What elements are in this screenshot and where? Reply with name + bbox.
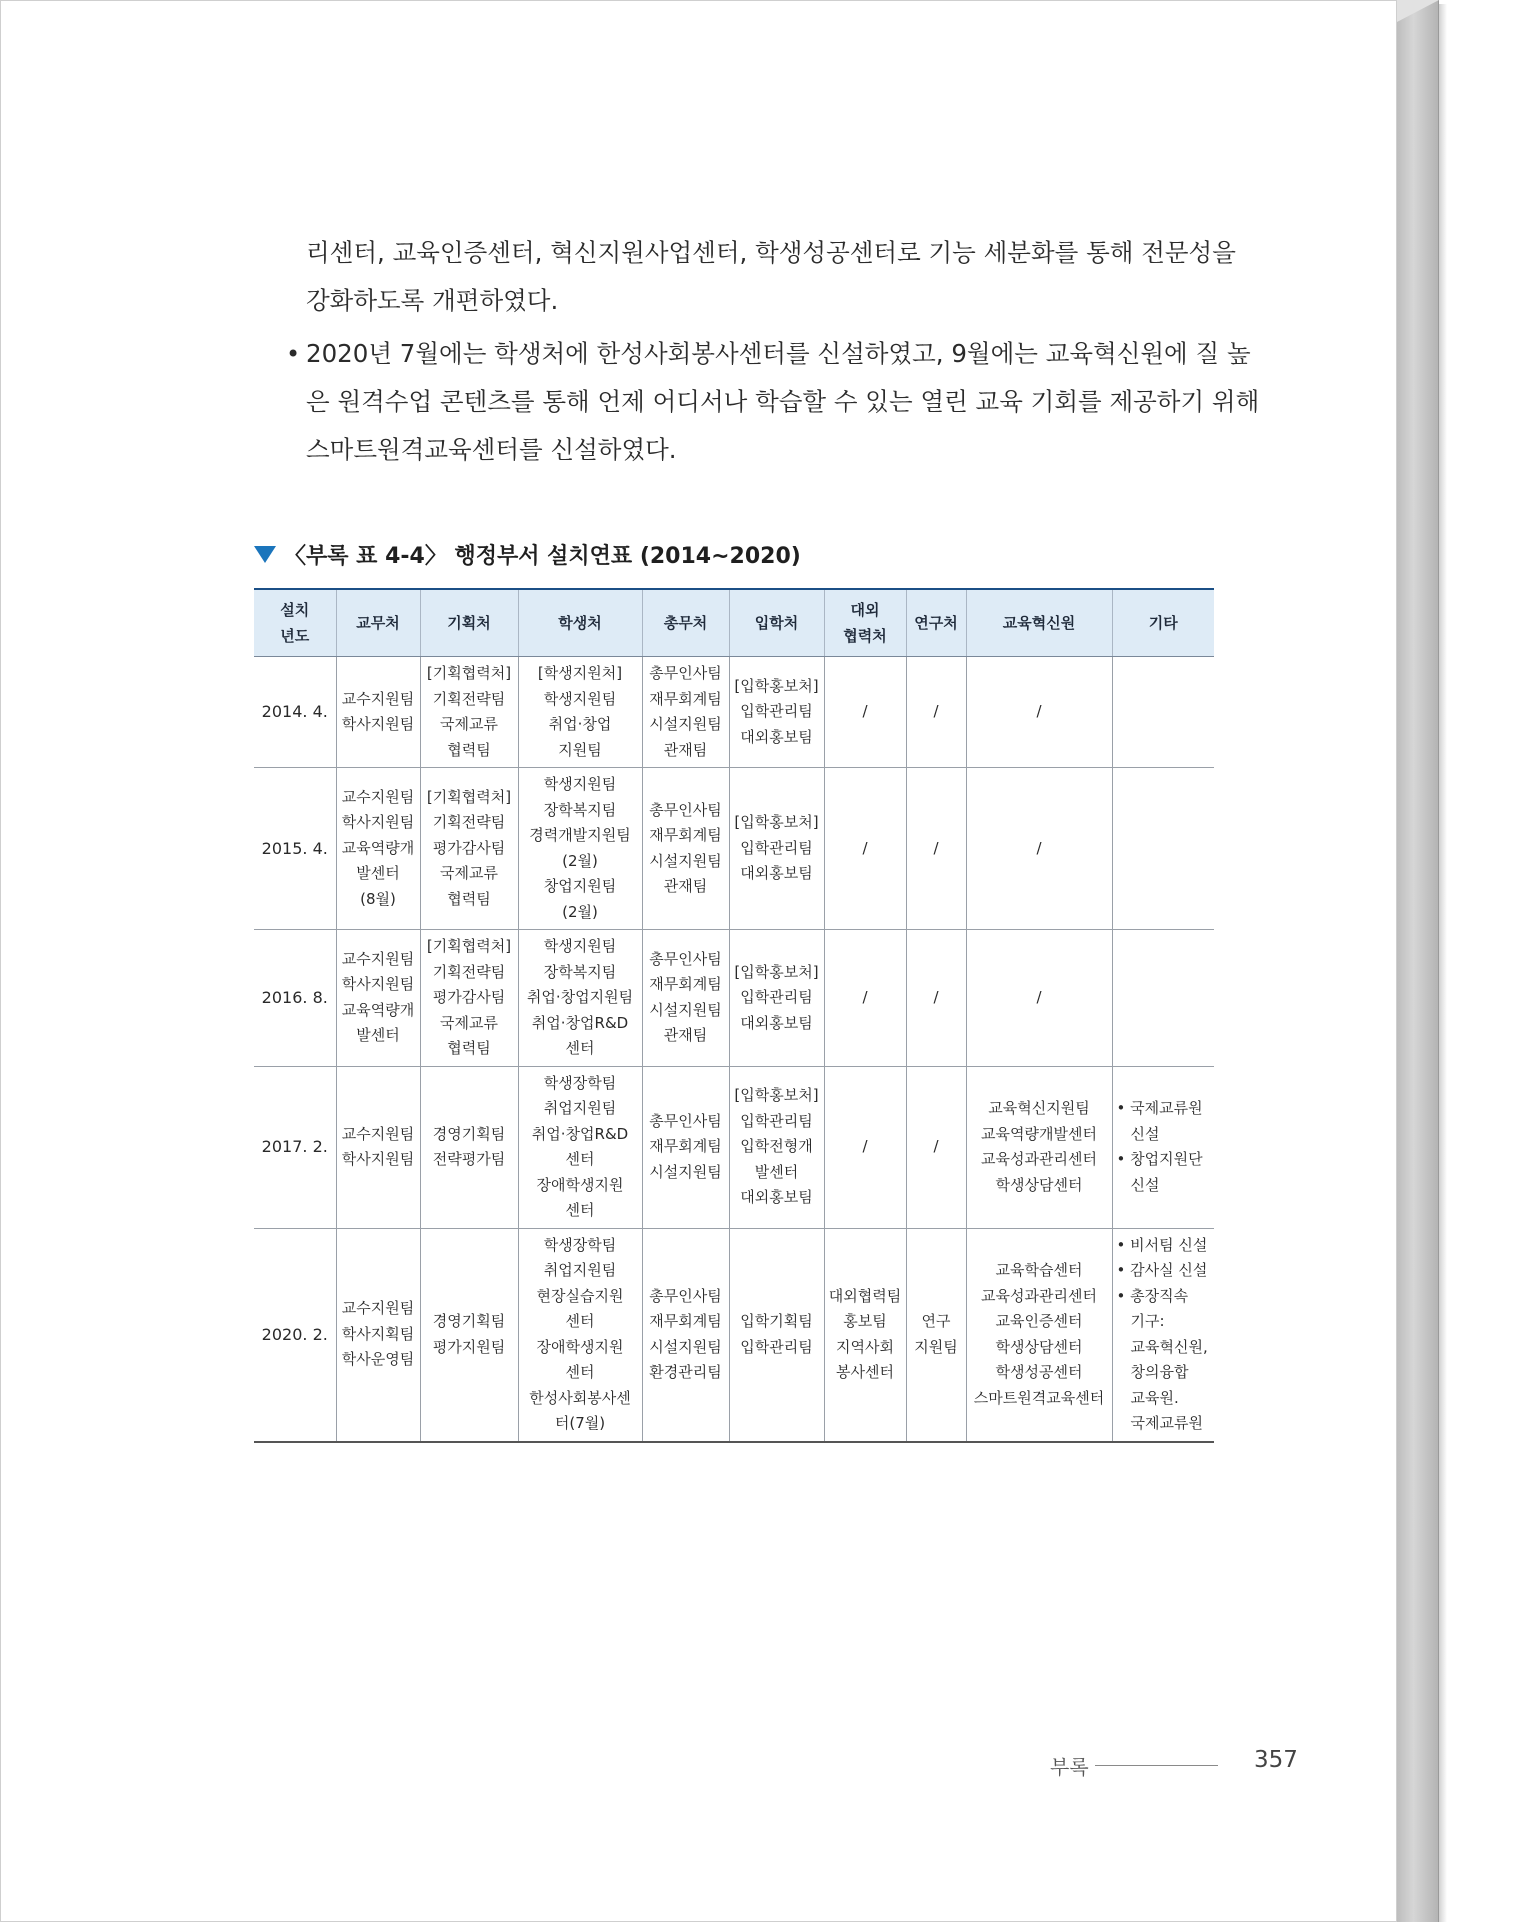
cell-text: 취업지원팀 xyxy=(543,1099,617,1117)
cell-text: 장학복지팀 xyxy=(543,962,617,981)
column-header-label: 기타 xyxy=(1148,614,1178,632)
column-header-label: 연구처 xyxy=(914,614,958,632)
cell-text: 지원팀 xyxy=(558,740,602,759)
table-cell xyxy=(336,657,420,768)
cell-text: 발센터 xyxy=(356,1026,400,1045)
column-header-label: 설치 xyxy=(280,601,310,619)
etc-note: • 총장직속 xyxy=(1116,1286,1189,1305)
table-row xyxy=(254,657,1214,768)
cell-text: [입학홍보처] xyxy=(734,1086,819,1105)
page-number: 357 xyxy=(1254,1747,1298,1773)
cell-text: / xyxy=(933,702,939,721)
column-header-label: 기획처 xyxy=(447,614,491,632)
cell-text: [입학홍보처] xyxy=(734,676,819,695)
cell-text: 취업지원팀 xyxy=(543,1261,617,1279)
table-caption-text: 〈부록 표 4-4〉 행정부서 설치연표 (2014~2020) xyxy=(284,544,801,569)
table-cell xyxy=(729,1228,824,1442)
table-cell xyxy=(966,1066,1112,1228)
cell-text: 시설지원팀 xyxy=(649,715,722,733)
etc-cell xyxy=(1112,657,1214,768)
etc-note: 기구: xyxy=(1130,1312,1165,1330)
cell-text: [기획협력처] xyxy=(426,937,512,955)
cell-text: 평가지원팀 xyxy=(432,1337,506,1356)
column-header-label: 협력처 xyxy=(843,627,887,645)
column-header xyxy=(336,589,420,657)
table-cell xyxy=(906,657,966,768)
cell-text: 한성사회봉사센 xyxy=(529,1388,631,1407)
cell-text: 센터 xyxy=(565,1201,595,1219)
cell-text: 학사지원팀 xyxy=(341,1150,415,1168)
etc-cell xyxy=(1112,930,1214,1067)
cell-text: 교수지원팀 xyxy=(341,949,415,968)
etc-note: 국제교류원 xyxy=(1130,1414,1203,1432)
cell-text: 시설지원팀 xyxy=(649,1000,722,1019)
table-cell xyxy=(518,768,642,930)
cell-text: 발센터 xyxy=(754,1162,799,1181)
cell-text: 입학전형개 xyxy=(740,1137,813,1156)
cell-text: 전략평가팀 xyxy=(432,1150,506,1168)
table-header-row xyxy=(254,589,1214,657)
table-cell xyxy=(518,930,642,1067)
etc-note: 신설 xyxy=(1130,1175,1160,1194)
cell-text: 발센터 xyxy=(356,864,400,883)
column-header-label: 년도 xyxy=(280,627,310,645)
cell-text: 입학관리팀 xyxy=(740,1111,813,1130)
cell-text: 대외홍보팀 xyxy=(740,727,813,746)
table-cell xyxy=(729,1066,824,1228)
table-cell xyxy=(642,1228,729,1442)
cell-text: 교육성과관리센터 xyxy=(981,1286,1097,1305)
column-header-label: 입학처 xyxy=(754,614,799,632)
cell-text: 취업·창업R&D xyxy=(531,1013,629,1032)
triangle-down-icon xyxy=(254,546,276,563)
year-cell: 2017. 2. xyxy=(254,1066,336,1228)
cell-text: 시설지원팀 xyxy=(649,1162,722,1181)
bullet-icon: • xyxy=(286,340,301,368)
cell-text: 학생성공센터 xyxy=(995,1363,1083,1381)
cell-text: 입학관리팀 xyxy=(740,838,813,857)
cell-text: 홍보팀 xyxy=(843,1312,887,1330)
year-cell: 2020. 2. xyxy=(254,1228,336,1442)
table-cell xyxy=(729,657,824,768)
cell-text: 재무회계팀 xyxy=(649,1312,722,1330)
cell-text: 협력팀 xyxy=(447,889,491,908)
table-cell xyxy=(642,657,729,768)
cell-text: 봉사센터 xyxy=(836,1363,894,1381)
etc-cell xyxy=(1112,1066,1214,1228)
table-cell xyxy=(966,768,1112,930)
etc-note: 교육원. xyxy=(1130,1388,1179,1407)
cell-text: 총무인사팀 xyxy=(649,664,722,682)
cell-text: 총무인사팀 xyxy=(649,1286,722,1305)
table-row xyxy=(254,930,1214,1067)
table-cell xyxy=(336,930,420,1067)
cell-text: (2월) xyxy=(562,902,598,921)
cell-text: 환경관리팀 xyxy=(649,1363,722,1381)
cell-text: 지역사회 xyxy=(836,1337,894,1356)
cell-text: 국제교류 xyxy=(440,864,498,883)
etc-cell xyxy=(1112,768,1214,930)
table-row xyxy=(254,1228,1214,1442)
cell-text: 지원팀 xyxy=(914,1337,958,1356)
column-header xyxy=(518,589,642,657)
cell-text: 창업지원팀 xyxy=(543,877,617,895)
column-header-label: 학생처 xyxy=(558,614,602,632)
footer-divider xyxy=(1095,1765,1218,1766)
cell-text: 학생장학팀 xyxy=(543,1235,617,1254)
paragraph-line: 강화하도록 개편하였다. xyxy=(306,286,559,315)
cell-text: 기획전략팀 xyxy=(432,813,506,832)
cell-text: 센터 xyxy=(565,1363,595,1381)
table-caption xyxy=(254,539,801,570)
table-row xyxy=(254,1066,1214,1228)
cell-text: 학사지원팀 xyxy=(341,975,415,994)
cell-text: [학생지원처] xyxy=(537,664,623,682)
cell-text: 학사지원팀 xyxy=(341,813,415,832)
cell-text: 관재팀 xyxy=(663,740,708,759)
table-cell xyxy=(824,930,906,1067)
cell-text: 현장실습지원 xyxy=(536,1286,624,1305)
cell-text: 장애학생지원 xyxy=(536,1337,624,1356)
table-cell xyxy=(729,768,824,930)
cell-text: 경력개발지원팀 xyxy=(529,826,631,844)
cell-text: 경영기획팀 xyxy=(432,1312,506,1330)
cell-text: / xyxy=(862,1137,868,1156)
cell-text: 교육혁신지원팀 xyxy=(988,1099,1090,1117)
table-cell xyxy=(518,1228,642,1442)
cell-text: 대외홍보팀 xyxy=(740,1013,813,1032)
cell-text: 교육역량개 xyxy=(341,1000,415,1019)
cell-text: 총무인사팀 xyxy=(649,949,722,968)
paragraph-line: 2020년 7월에는 학생처에 한성사회봉사센터를 신설하였고, 9월에는 교육혁신원에 질 높 xyxy=(306,339,1251,368)
table-cell xyxy=(642,1066,729,1228)
table-cell xyxy=(336,768,420,930)
etc-cell xyxy=(1112,1228,1214,1442)
column-header xyxy=(420,589,518,657)
table-row xyxy=(254,768,1214,930)
column-header xyxy=(906,589,966,657)
paragraph-line: 은 원격수업 콘텐츠를 통해 언제 어디서나 학습할 수 있는 열린 교육 기회를 제공하기 위해 xyxy=(306,387,1260,416)
etc-note: • 창업지원단 xyxy=(1116,1150,1203,1168)
cell-text: 학사운영팀 xyxy=(341,1350,415,1369)
etc-note: • 감사실 신설 xyxy=(1116,1261,1208,1279)
cell-text: / xyxy=(1036,838,1042,857)
table-cell xyxy=(906,1066,966,1228)
cell-text: 경영기획팀 xyxy=(432,1124,506,1143)
table-cell xyxy=(518,657,642,768)
column-header-label: 교육혁신원 xyxy=(1002,614,1076,632)
cell-text: 교수지원팀 xyxy=(341,1124,415,1143)
cell-text: / xyxy=(862,702,868,721)
table-cell xyxy=(824,1066,906,1228)
year-cell: 2016. 8. xyxy=(254,930,336,1067)
cell-text: 관재팀 xyxy=(663,1026,708,1045)
etc-note: 교육혁신원, xyxy=(1130,1337,1208,1356)
cell-text: 교육성과관리센터 xyxy=(981,1150,1097,1168)
cell-text: 총무인사팀 xyxy=(649,800,722,819)
cell-text: 대외협력팀 xyxy=(828,1286,902,1305)
cell-text: 입학관리팀 xyxy=(740,1337,813,1356)
cell-text: 입학관리팀 xyxy=(740,702,813,721)
cell-text: 학생지원팀 xyxy=(543,937,617,955)
table-cell xyxy=(642,930,729,1067)
body-paragraph-1 xyxy=(306,229,1236,325)
cell-text: 관재팀 xyxy=(663,877,708,895)
table-cell xyxy=(906,930,966,1067)
column-header xyxy=(642,589,729,657)
cell-text: 재무회계팀 xyxy=(649,1137,722,1156)
table-cell xyxy=(518,1066,642,1228)
footer-section-label: 부록 xyxy=(1050,1755,1089,1779)
table-cell xyxy=(336,1066,420,1228)
table-cell xyxy=(906,1228,966,1442)
cell-text: 센터 xyxy=(565,1150,595,1168)
table-cell xyxy=(824,1228,906,1442)
etc-note: • 비서팀 신설 xyxy=(1116,1235,1208,1254)
etc-note: 신설 xyxy=(1130,1124,1160,1143)
admin-departments-table xyxy=(254,588,1214,1443)
cell-text: 입학관리팀 xyxy=(740,988,813,1006)
table-cell xyxy=(729,930,824,1067)
column-header-label: 대외 xyxy=(850,601,880,619)
cell-text: 재무회계팀 xyxy=(649,975,722,994)
etc-note: • 국제교류원 xyxy=(1116,1099,1203,1117)
cell-text: 장학복지팀 xyxy=(543,800,617,819)
cell-text: 취업·창업R&D xyxy=(531,1124,629,1143)
cell-text: 터(7월) xyxy=(554,1414,606,1432)
cell-text: / xyxy=(933,1137,939,1156)
cell-text: 연구 xyxy=(921,1312,951,1330)
cell-text: 입학기획팀 xyxy=(740,1312,813,1330)
cell-text: 교육역량개발센터 xyxy=(981,1124,1097,1143)
column-header xyxy=(254,589,336,657)
cell-text: 센터 xyxy=(565,1039,595,1057)
cell-text: 기획전략팀 xyxy=(432,962,506,981)
cell-text: 스마트원격교육센터 xyxy=(973,1388,1105,1407)
cell-text: 교육학습센터 xyxy=(995,1261,1083,1279)
cell-text: [기획협력처] xyxy=(426,664,512,682)
table-body xyxy=(254,657,1214,1442)
cell-text: 학생상담센터 xyxy=(995,1337,1083,1356)
cell-text: 대외홍보팀 xyxy=(740,864,813,883)
table-cell xyxy=(642,768,729,930)
cell-text: 취업·창업 xyxy=(548,715,612,733)
table-cell xyxy=(906,768,966,930)
table-cell xyxy=(420,930,518,1067)
cell-text: 학생상담센터 xyxy=(995,1175,1083,1194)
cell-text: / xyxy=(933,838,939,857)
column-header xyxy=(966,589,1112,657)
table-cell xyxy=(966,657,1112,768)
cell-text: / xyxy=(862,838,868,857)
cell-text: [입학홍보처] xyxy=(734,962,819,981)
cell-text: 재무회계팀 xyxy=(649,689,722,708)
cell-text: [기획협력처] xyxy=(426,787,512,806)
cell-text: 교수지원팀 xyxy=(341,1299,415,1318)
page-stack-edge xyxy=(1397,0,1439,1922)
table-cell xyxy=(824,768,906,930)
column-header-label: 총무처 xyxy=(663,614,708,632)
cell-text: / xyxy=(1036,988,1042,1006)
table-cell xyxy=(966,930,1112,1067)
cell-text: 재무회계팀 xyxy=(649,826,722,844)
cell-text: 교수지원팀 xyxy=(341,689,415,708)
cell-text: 학생지원팀 xyxy=(543,775,617,793)
cell-text: [입학홍보처] xyxy=(734,813,819,832)
paragraph-line: 리센터, 교육인증센터, 혁신지원사업센터, 학생성공센터로 기능 세분화를 통해 전문성을 xyxy=(306,238,1236,267)
cell-text: / xyxy=(933,988,939,1006)
etc-note: 창의융합 xyxy=(1130,1363,1189,1381)
year-cell: 2014. 4. xyxy=(254,657,336,768)
body-paragraph-2 xyxy=(306,330,1260,474)
column-header-label: 교무처 xyxy=(356,614,400,632)
cell-text: 협력팀 xyxy=(447,1039,491,1057)
column-header xyxy=(729,589,824,657)
cell-text: 교육역량개 xyxy=(341,838,415,857)
page-shadow xyxy=(1439,4,1447,1922)
cell-text: (2월) xyxy=(562,851,598,870)
cell-text: 센터 xyxy=(565,1312,595,1330)
column-header xyxy=(824,589,906,657)
table-cell xyxy=(336,1228,420,1442)
cell-text: 학사지획팀 xyxy=(341,1324,415,1343)
table-cell xyxy=(966,1228,1112,1442)
paragraph-line: 스마트원격교육센터를 신설하였다. xyxy=(306,435,677,464)
cell-text: 기획전략팀 xyxy=(432,689,506,708)
cell-text: 대외홍보팀 xyxy=(740,1188,813,1207)
cell-text: 취업·창업지원팀 xyxy=(526,988,634,1006)
cell-text: 학생지원팀 xyxy=(543,689,617,708)
cell-text: 시설지원팀 xyxy=(649,1337,722,1356)
cell-text: 국제교류 xyxy=(440,715,498,733)
cell-text: / xyxy=(1036,702,1042,721)
table-cell xyxy=(824,657,906,768)
cell-text: 시설지원팀 xyxy=(649,851,722,870)
cell-text: 장애학생지원 xyxy=(536,1175,624,1194)
page-corner-fold xyxy=(1397,0,1439,22)
cell-text: 협력팀 xyxy=(447,740,491,759)
cell-text: 평가감사팀 xyxy=(432,988,506,1006)
year-cell: 2015. 4. xyxy=(254,768,336,930)
cell-text: 교수지원팀 xyxy=(341,787,415,806)
cell-text: 학생장학팀 xyxy=(543,1073,617,1092)
column-header xyxy=(1112,589,1214,657)
table-cell xyxy=(420,1228,518,1442)
cell-text: 평가감사팀 xyxy=(432,838,506,857)
cell-text: 학사지원팀 xyxy=(341,715,415,733)
table-cell xyxy=(420,1066,518,1228)
cell-text: / xyxy=(862,988,868,1006)
cell-text: 국제교류 xyxy=(440,1013,498,1032)
table-cell xyxy=(420,768,518,930)
cell-text: (8월) xyxy=(360,889,396,908)
cell-text: 교육인증센터 xyxy=(995,1312,1083,1330)
cell-text: 총무인사팀 xyxy=(649,1111,722,1130)
table-cell xyxy=(420,657,518,768)
